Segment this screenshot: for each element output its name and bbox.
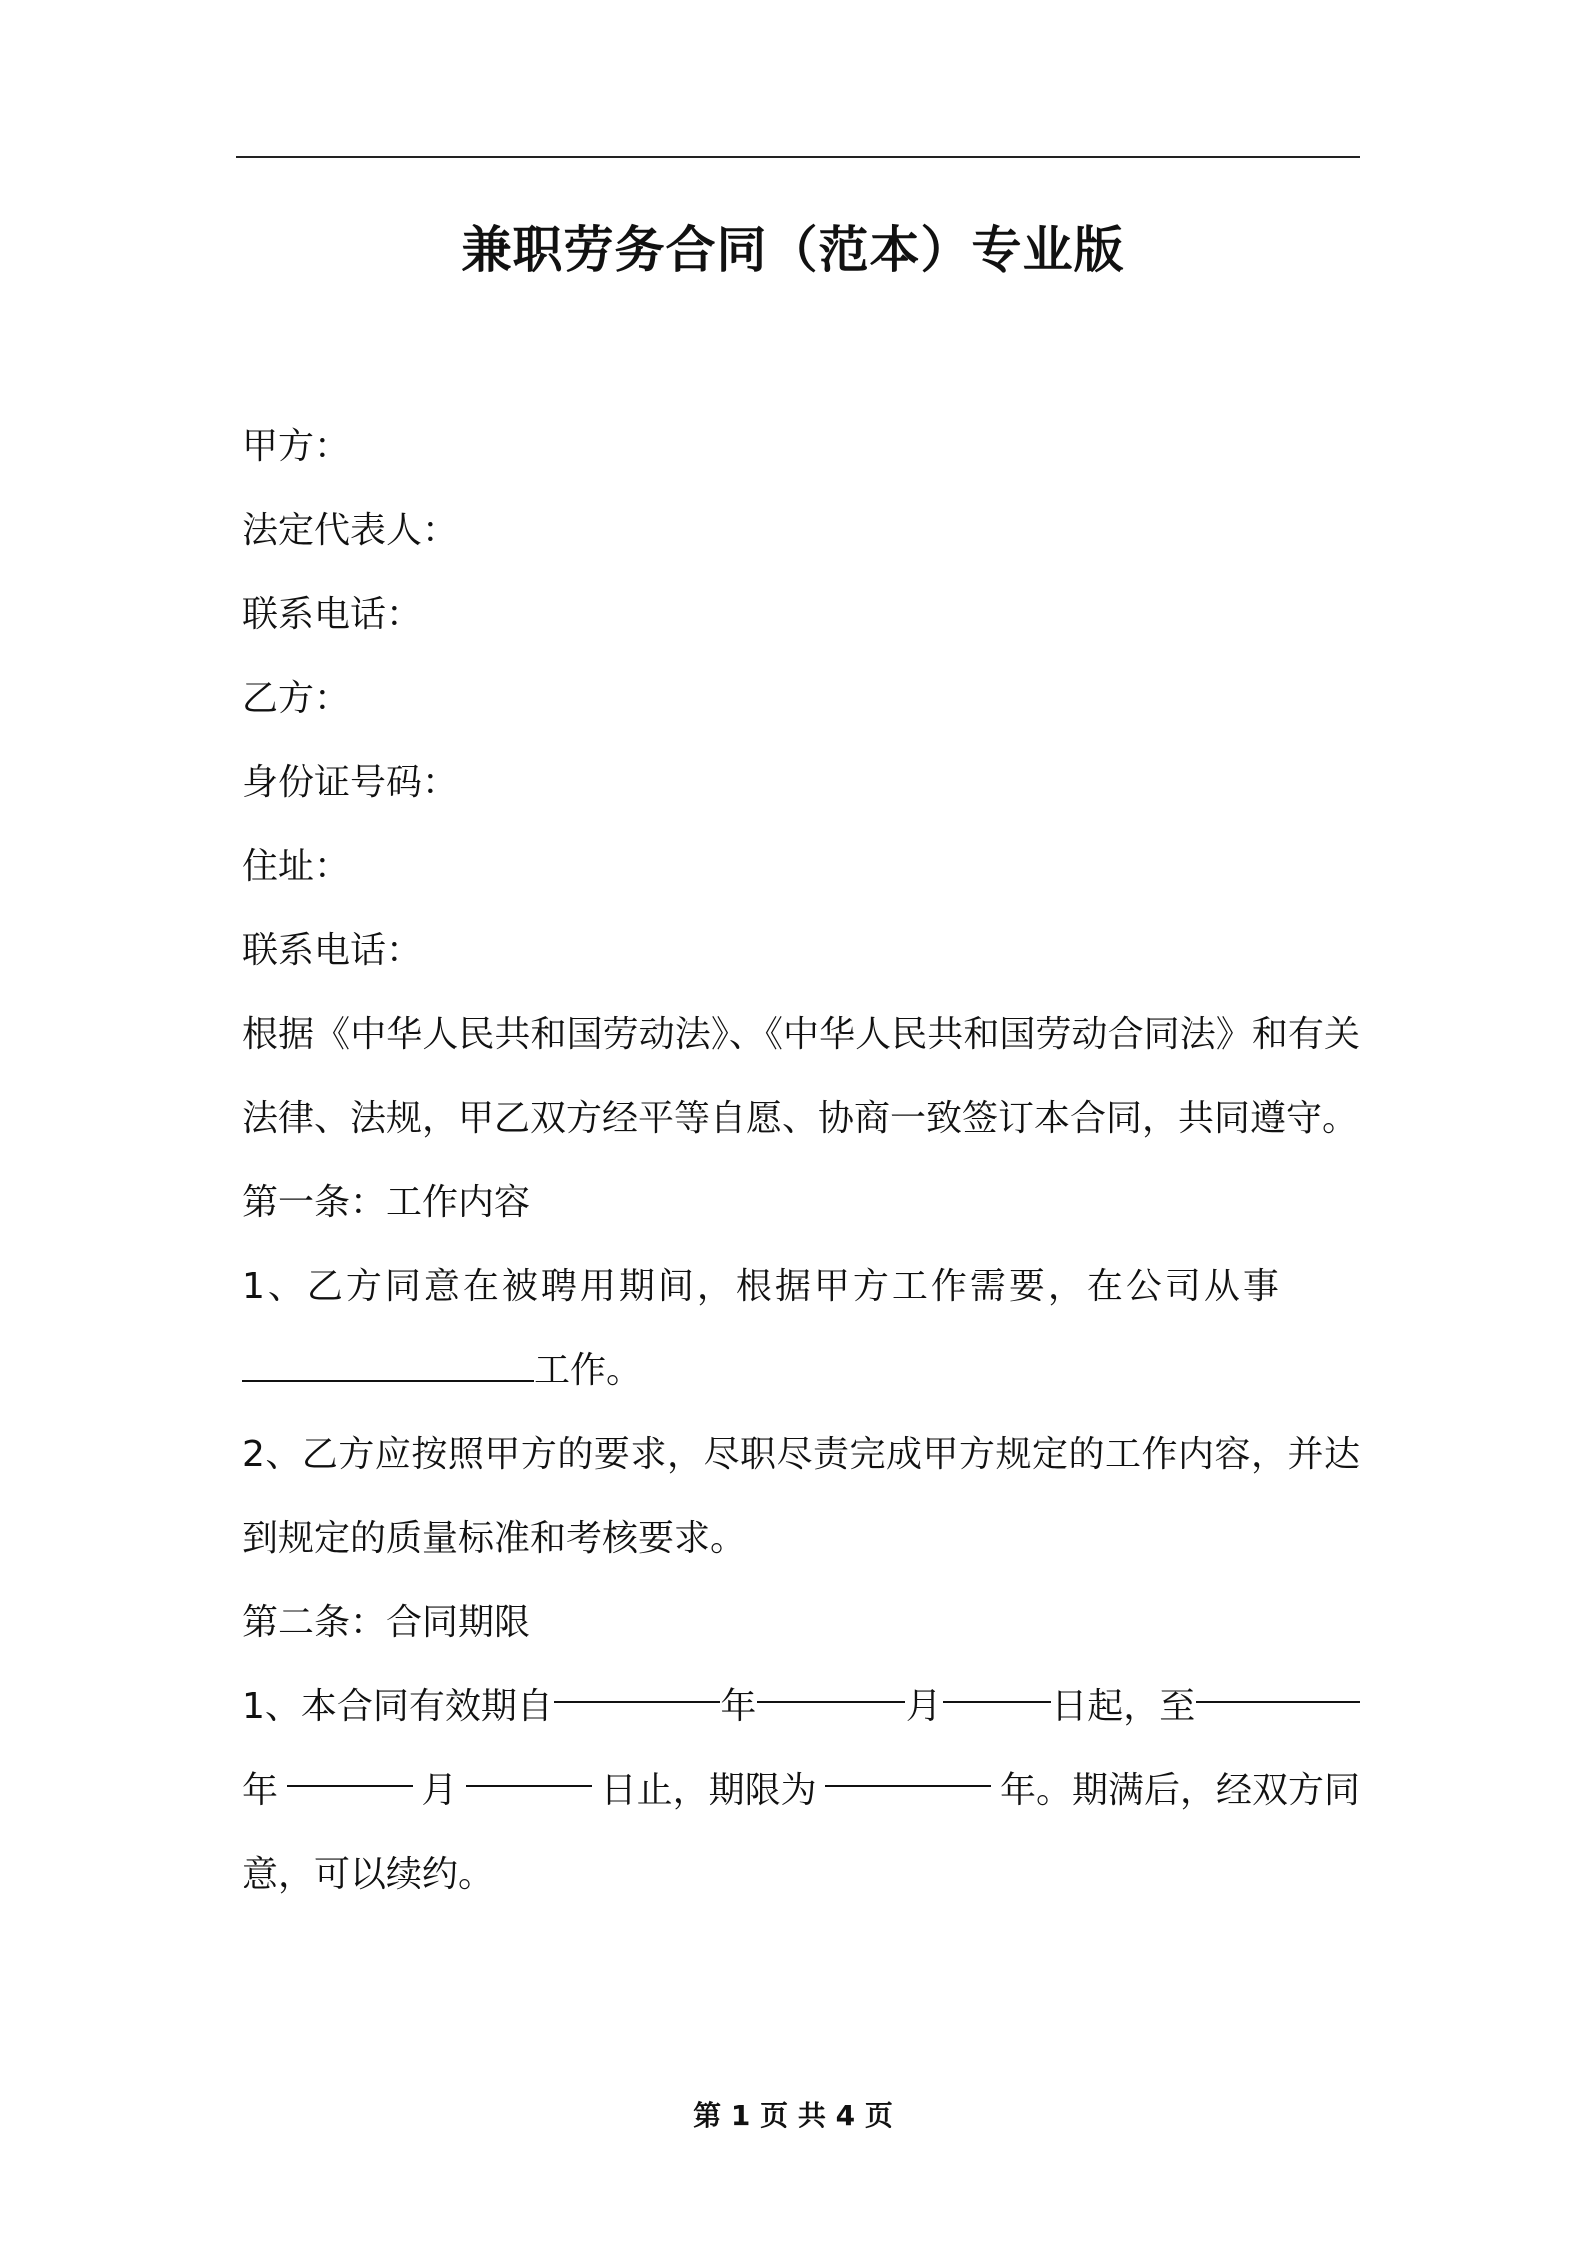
end-year-label: 年 [242, 1770, 279, 1811]
article-1-heading: 第一条：工作内容 [242, 1182, 531, 1223]
article-2-heading: 第二条：合同期限 [242, 1602, 531, 1643]
end-day-blank[interactable] [466, 1749, 592, 1787]
field-party-a: 甲方： [242, 426, 351, 467]
header-rule [236, 156, 1360, 158]
article-2-item-1-line-2 [242, 1749, 1360, 1833]
term-years-blank[interactable] [825, 1749, 991, 1787]
field-party-b: 乙方： [242, 678, 351, 719]
article-2-item-1-line-3: 意，可以续约。 [242, 1854, 495, 1895]
contract-start-label: 1、本合同有效期自 [242, 1686, 553, 1727]
field-address: 住址： [242, 846, 351, 887]
start-year-blank[interactable] [554, 1665, 720, 1703]
field-id-number: 身份证号码： [242, 762, 459, 803]
document-body [242, 405, 1360, 1917]
article-1-item-1-text: 1、乙方同意在被聘用期间，根据甲方工作需要，在公司从事 [242, 1266, 1282, 1307]
article-1-item-2: 2、乙方应按照甲方的要求，尽职尽责完成甲方规定的工作内容，并达到规定的质量标准和考核要求。 [242, 1434, 1360, 1559]
end-year-blank[interactable] [1196, 1665, 1360, 1703]
end-month-label: 月 [421, 1770, 458, 1811]
start-day-label: 日起，至 [1051, 1686, 1196, 1727]
start-day-blank[interactable] [943, 1665, 1051, 1703]
end-day-label: 日止，期限为 [600, 1770, 817, 1811]
document-title: 兼职劳务合同（范本）专业版 [461, 221, 1125, 279]
start-month-label: 月 [905, 1686, 942, 1727]
term-end-label: 年。期满后，经双方同 [999, 1770, 1360, 1811]
field-phone-b: 联系电话： [242, 930, 423, 971]
article-1-item-1-suffix: 工作。 [534, 1350, 643, 1391]
start-year-label: 年 [720, 1686, 757, 1727]
field-phone-a: 联系电话： [242, 594, 423, 635]
article-1-item-1-line-1 [242, 1245, 1360, 1329]
preamble-paragraph: 根据《中华人民共和国劳动法》、《中华人民共和国劳动合同法》和有关法律、法规，甲乙双方经平等自愿、协商一致签订本合同，共同遵守。 [242, 1014, 1360, 1139]
end-month-blank[interactable] [287, 1749, 413, 1787]
article-1-item-1-line-2 [242, 1329, 1360, 1413]
work-content-blank[interactable] [242, 1344, 534, 1382]
page-number: 第 1 页 共 4 页 [693, 2099, 893, 2132]
start-month-blank[interactable] [757, 1665, 905, 1703]
article-2-item-1-line-1 [242, 1665, 1360, 1749]
field-legal-rep: 法定代表人： [242, 510, 459, 551]
